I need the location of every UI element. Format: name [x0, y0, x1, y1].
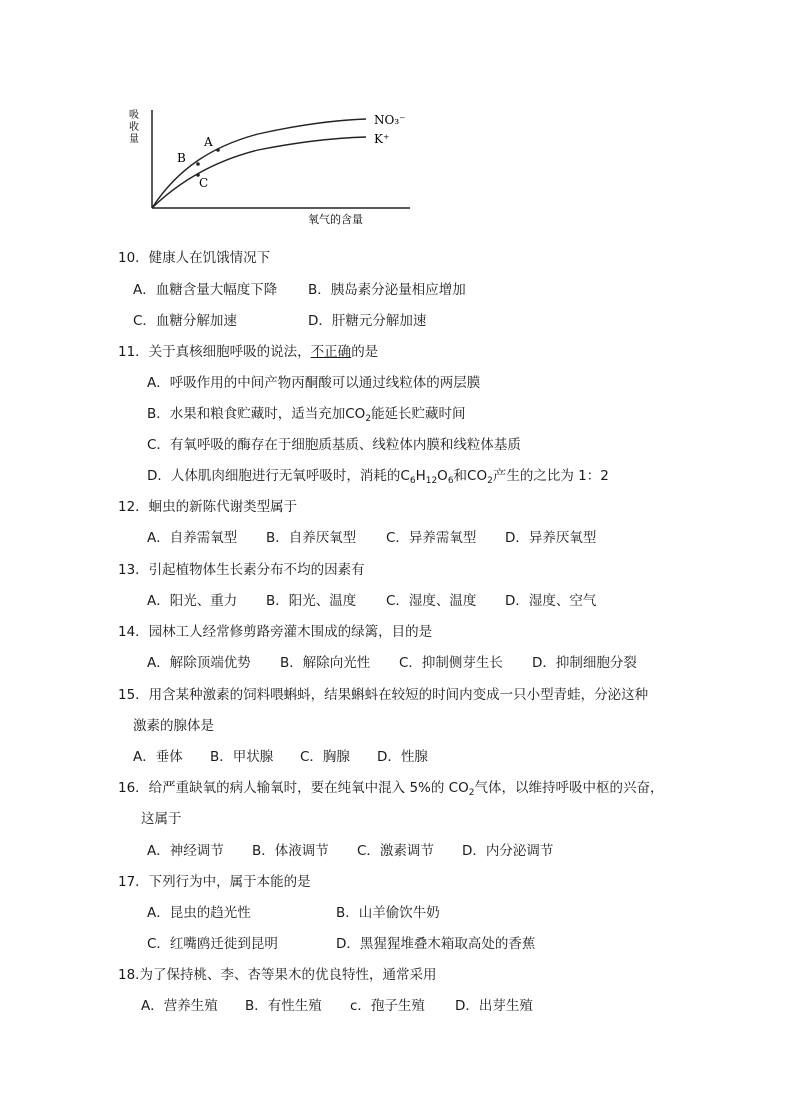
q12-option-b: B．自养厌氧型	[266, 530, 357, 546]
q11-d-mid1: H	[415, 468, 426, 484]
q13-option-a: A．阳光、重力	[147, 593, 238, 609]
q17-option-a: A．昆虫的趋光性	[147, 905, 251, 921]
q16-stem-sub: 2	[468, 788, 475, 798]
point-a-label: A	[204, 135, 213, 149]
q14-option-b: B．解除向光性	[280, 655, 371, 671]
q16-option-d: D．内分泌调节	[462, 843, 554, 859]
curve-k	[152, 137, 366, 208]
point-a-dot	[216, 148, 220, 152]
q11-option-b	[147, 404, 466, 429]
q11-d-post: 产生的之比为 1：2	[492, 468, 609, 484]
q11-b-sub: 2	[365, 414, 372, 424]
q11-d-mid3: 和CO	[453, 468, 488, 484]
y-axis-label-1: 吸	[129, 110, 139, 121]
q14-option-a: A．解除顶端优势	[147, 655, 251, 671]
q11-stem-underlined: 不正确	[310, 344, 352, 360]
q11-d-sub1: 6	[409, 476, 416, 486]
q18-option-b: B．有性生殖	[245, 998, 322, 1014]
q11-option-a: A．呼吸作用的中间产物丙酮酸可以通过线粒体的两层膜	[147, 375, 481, 391]
q12-option-c: C．异养需氧型	[386, 530, 477, 546]
q11-d-sub2: 12	[425, 476, 438, 486]
series-k-label: K⁺	[374, 132, 390, 146]
q11-option-c: C．有氧呼吸的酶存在于细胞质基质、线粒体内膜和线粒体基质	[147, 437, 521, 453]
absorption-graph	[118, 98, 418, 228]
q14-stem: 14．园林工人经常修剪路旁灌木围成的绿篱，目的是	[118, 624, 433, 640]
q13-option-c: C．湿度、温度	[386, 593, 477, 609]
q15-option-c: C．胸腺	[300, 749, 350, 765]
q18-option-d: D．出芽生殖	[455, 998, 533, 1014]
q17-option-b: B．山羊偷饮牛奶	[336, 905, 440, 921]
q16-stem-line2: 这属于	[141, 811, 182, 827]
q15-option-b: B．甲状腺	[210, 749, 274, 765]
q12-option-a: A．自养需氧型	[147, 530, 238, 546]
q15-option-d: D．性腺	[377, 749, 428, 765]
q16-option-b: B．体液调节	[252, 843, 329, 859]
x-axis-label: 氧气的含量	[308, 213, 363, 226]
absorption-figure	[118, 98, 418, 228]
q16-stem-post: 气体，以维持呼吸中枢的兴奋，	[474, 780, 664, 796]
q18-option-c: c．孢子生殖	[350, 998, 425, 1014]
q10-option-c: C．血糖分解加速	[133, 313, 237, 329]
q18-option-a: A．营养生殖	[141, 998, 218, 1014]
q17-option-c: C．红嘴鸥迁徙到昆明	[147, 936, 278, 952]
series-no3-label: NO₃⁻	[374, 113, 406, 127]
q10-option-d: D．肝糖元分解加速	[308, 313, 427, 329]
q17-option-d: D．黑猩猩堆叠木箱取高处的香蕉	[336, 936, 536, 952]
q10-stem: 10．健康人在饥饿情况下	[118, 250, 271, 266]
q18-stem: 18.为了保持桃、李、杏等果木的优良特性，通常采用	[118, 967, 437, 983]
y-axis-label-3: 量	[129, 134, 139, 145]
point-c-label: C	[199, 176, 209, 190]
q11-stem-post: 的是	[351, 344, 379, 360]
q15-stem-line2: 激素的腺体是	[133, 718, 214, 734]
q13-stem: 13．引起植物体生长素分布不均的因素有	[118, 562, 365, 578]
y-axis-label-2: 收	[129, 122, 139, 133]
q14-option-c: C．抑制侧芽生长	[399, 655, 503, 671]
q11-d-mid2: O	[437, 468, 448, 484]
q16-stem-line1	[118, 778, 663, 803]
q11-d-pre: D．人体肌肉细胞进行无氧呼吸时，消耗的C	[147, 468, 410, 484]
q15-stem-line1: 15．用含某种激素的饲料喂蝌蚪，结果蝌蚪在较短的时间内变成一只小型青蛙，分泌这种	[118, 687, 649, 703]
q16-option-a: A．神经调节	[147, 843, 224, 859]
q16-option-c: C．激素调节	[357, 843, 434, 859]
q10-option-b: B．胰岛素分泌量相应增加	[308, 282, 466, 298]
q11-b-pre: B．水果和粮食贮藏时，适当充加CO	[147, 406, 366, 422]
q15-option-a: A．垂体	[133, 749, 183, 765]
q11-option-d	[147, 466, 609, 491]
q11-d-sub4: 2	[487, 476, 493, 486]
q13-option-d: D．湿度、空气	[505, 593, 597, 609]
q14-option-d: D．抑制细胞分裂	[532, 655, 637, 671]
q12-stem: 12．蛔虫的新陈代谢类型属于	[118, 499, 298, 515]
q11-d-sub3: 6	[447, 476, 454, 486]
q11-stem	[118, 342, 378, 362]
q13-option-b: B．阳光、温度	[266, 593, 357, 609]
q12-option-d: D．异养厌氧型	[505, 530, 597, 546]
q10-option-a: A．血糖含量大幅度下降	[133, 282, 278, 298]
point-b-dot	[196, 162, 200, 166]
point-b-label: B	[177, 151, 186, 165]
q16-stem-pre: 16．给严重缺氧的病人输氧时，要在纯氧中混入 5%的 CO	[118, 780, 469, 796]
q11-b-post: 能延长贮藏时间	[371, 406, 466, 422]
q17-stem: 17．下列行为中，属于本能的是	[118, 874, 311, 890]
q11-stem-pre: 11．关于真核细胞呼吸的说法，	[118, 344, 311, 360]
